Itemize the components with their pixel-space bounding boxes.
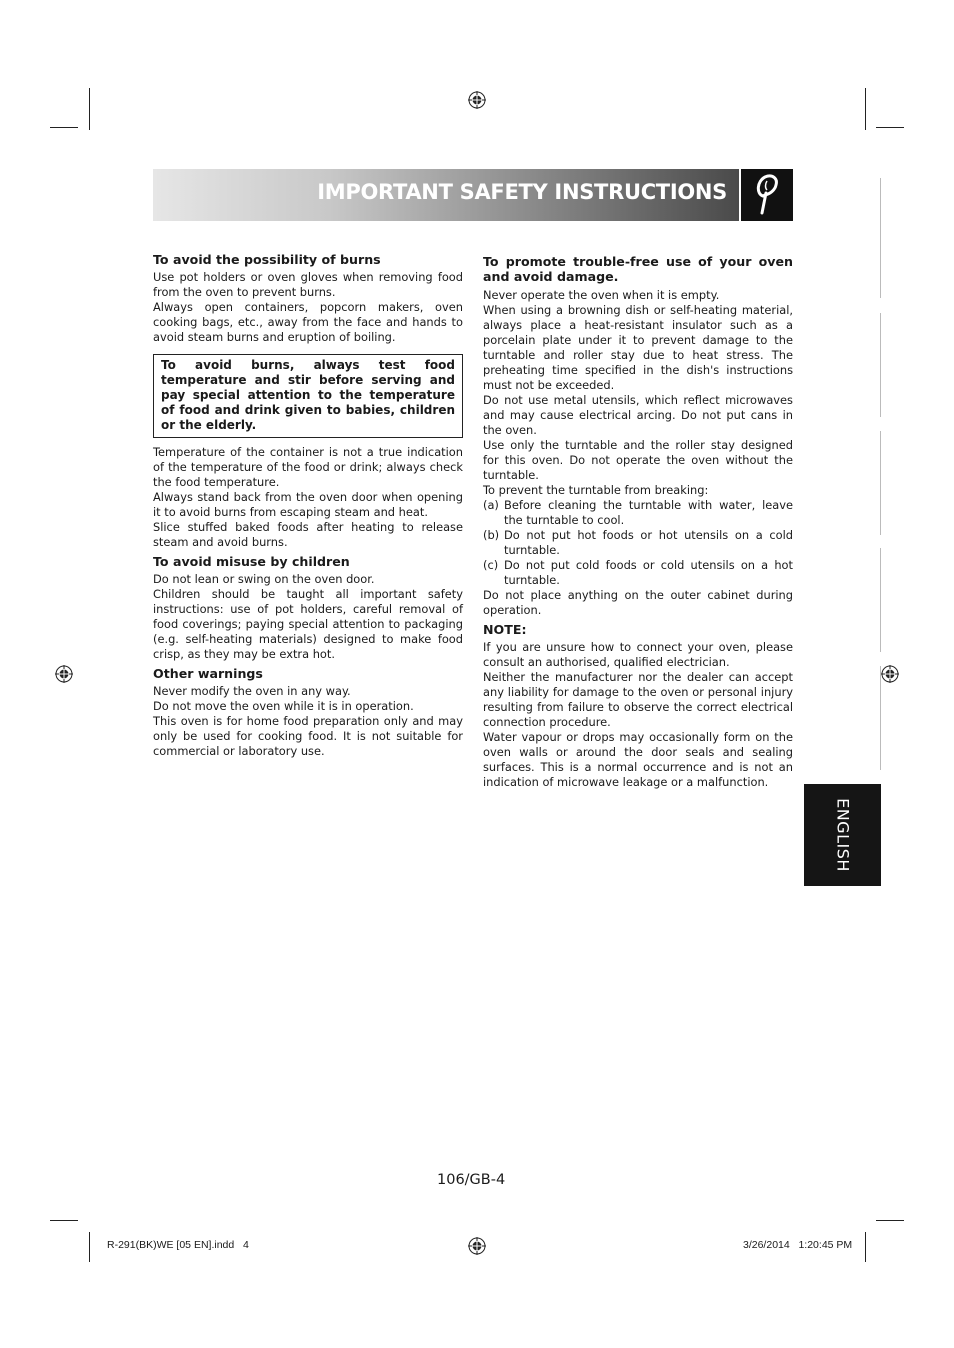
paragraph: If you are unsure how to connect your oven, please consult an authorised, qualified electrician.	[483, 640, 793, 669]
section-heading: To avoid the possibility of burns	[153, 252, 381, 267]
paragraph: Do not move the oven while it is in operation.	[153, 699, 414, 713]
paragraph: Temperature of the container is not a true indication of the temperature of the food or drink; always check the food temperature.	[153, 445, 463, 489]
list-text: Before cleaning the turntable with water, leave the turntable to cool.	[504, 498, 793, 527]
crop-mark	[865, 88, 866, 130]
section-heading: NOTE:	[483, 622, 527, 637]
page-number: 106/GB-4	[437, 1172, 506, 1188]
paragraph: Do not place anything on the outer cabinet during operation.	[483, 588, 793, 617]
crop-mark	[876, 1220, 904, 1221]
crop-mark	[89, 1232, 90, 1262]
margin-line	[880, 431, 881, 535]
language-label: ENGLISH	[833, 798, 852, 872]
paragraph: To prevent the turntable from breaking:	[483, 483, 709, 497]
section-heading: To promote trouble-free use of your oven and avoid damage.	[483, 254, 793, 284]
paragraph: Use only the turntable and the roller stay designed for this oven. Do not operate the oven without the turntable.	[483, 438, 793, 482]
list-marker: (b)	[483, 528, 500, 542]
lightbulb-icon	[741, 169, 793, 221]
footer-file-name: R-291(BK)WE [05 EN].indd 4	[107, 1239, 249, 1251]
paragraph: Always stand back from the oven door when opening it to avoid burns from escaping steam and heat.	[153, 490, 463, 519]
margin-line	[880, 548, 881, 652]
paragraph: Use pot holders or oven gloves when removing food from the oven to prevent burns.	[153, 270, 463, 299]
list-text: Do not put hot foods or hot utensils on a cold turntable.	[504, 528, 793, 557]
section-heading: Other warnings	[153, 666, 263, 681]
crop-mark	[865, 1232, 866, 1262]
list-item	[483, 498, 793, 528]
page-title: IMPORTANT SAFETY INSTRUCTIONS	[317, 180, 727, 204]
paragraph: Water vapour or drops may occasionally form on the oven walls or around the door seals and sealing surfaces. This is a normal occurrence and is not an indication of microwave leakage or a malfunction.	[483, 730, 793, 789]
paragraph: Children should be taught all important safety instructions: use of pot holders, careful removal of food coverings; paying special attention to packaging (e.g. self-heating materials) designed to make food crisp, as they may be extra hot.	[153, 587, 463, 661]
warning-box: To avoid burns, always test food temperature and stir before serving and pay special attention to the temperature of food and drink given to babies, children or the elderly.	[153, 354, 463, 438]
paragraph: This oven is for home food preparation only and may only be used for cooking food. It is not suitable for commercial or laboratory use.	[153, 714, 463, 758]
paragraph: Do not use metal utensils, which reflect microwaves and may cause electrical arcing. Do not put cans in the oven.	[483, 393, 793, 437]
margin-line	[880, 313, 881, 417]
section-heading: To avoid misuse by children	[153, 554, 350, 569]
language-tab	[804, 784, 881, 886]
registration-target-icon	[468, 1237, 486, 1255]
header-icon-box	[741, 169, 793, 221]
right-column	[483, 254, 793, 790]
paragraph: Never operate the oven when it is empty.	[483, 288, 720, 302]
paragraph: Never modify the oven in any way.	[153, 684, 351, 698]
crop-mark	[50, 1220, 78, 1221]
crop-mark	[89, 88, 90, 130]
left-column	[153, 252, 463, 759]
registration-target-icon	[881, 665, 899, 683]
registration-target-icon	[55, 665, 73, 683]
paragraph: When using a browning dish or self-heating material, always place a heat-resistant insulator such as a porcelain plate under it to prevent damage to the turntable and roller stay due to heat stress. The preheating time specified in the dish's instructions must not be exceeded.	[483, 303, 793, 392]
list-item	[483, 558, 793, 588]
list-item	[483, 528, 793, 558]
header-band	[153, 169, 739, 221]
crop-mark	[50, 127, 78, 128]
list-marker: (c)	[483, 558, 499, 572]
paragraph: Slice stuffed baked foods after heating to release steam and avoid burns.	[153, 520, 463, 549]
margin-line	[880, 178, 881, 298]
paragraph: Neither the manufacturer nor the dealer can accept any liability for damage to the oven or personal injury resulting from failure to observe the correct electrical connection procedure.	[483, 670, 793, 729]
crop-mark	[876, 127, 904, 128]
footer-datetime: 3/26/2014 1:20:45 PM	[743, 1239, 853, 1251]
list-text: Do not put cold foods or cold utensils on a hot turntable.	[504, 558, 793, 587]
turntable-list	[483, 498, 793, 588]
paragraph: Always open containers, popcorn makers, oven cooking bags, etc., away from the face and hands to avoid steam burns and eruption of boiling.	[153, 300, 463, 344]
list-marker: (a)	[483, 498, 499, 512]
paragraph: Do not lean or swing on the oven door.	[153, 572, 375, 586]
registration-target-icon	[468, 91, 486, 109]
